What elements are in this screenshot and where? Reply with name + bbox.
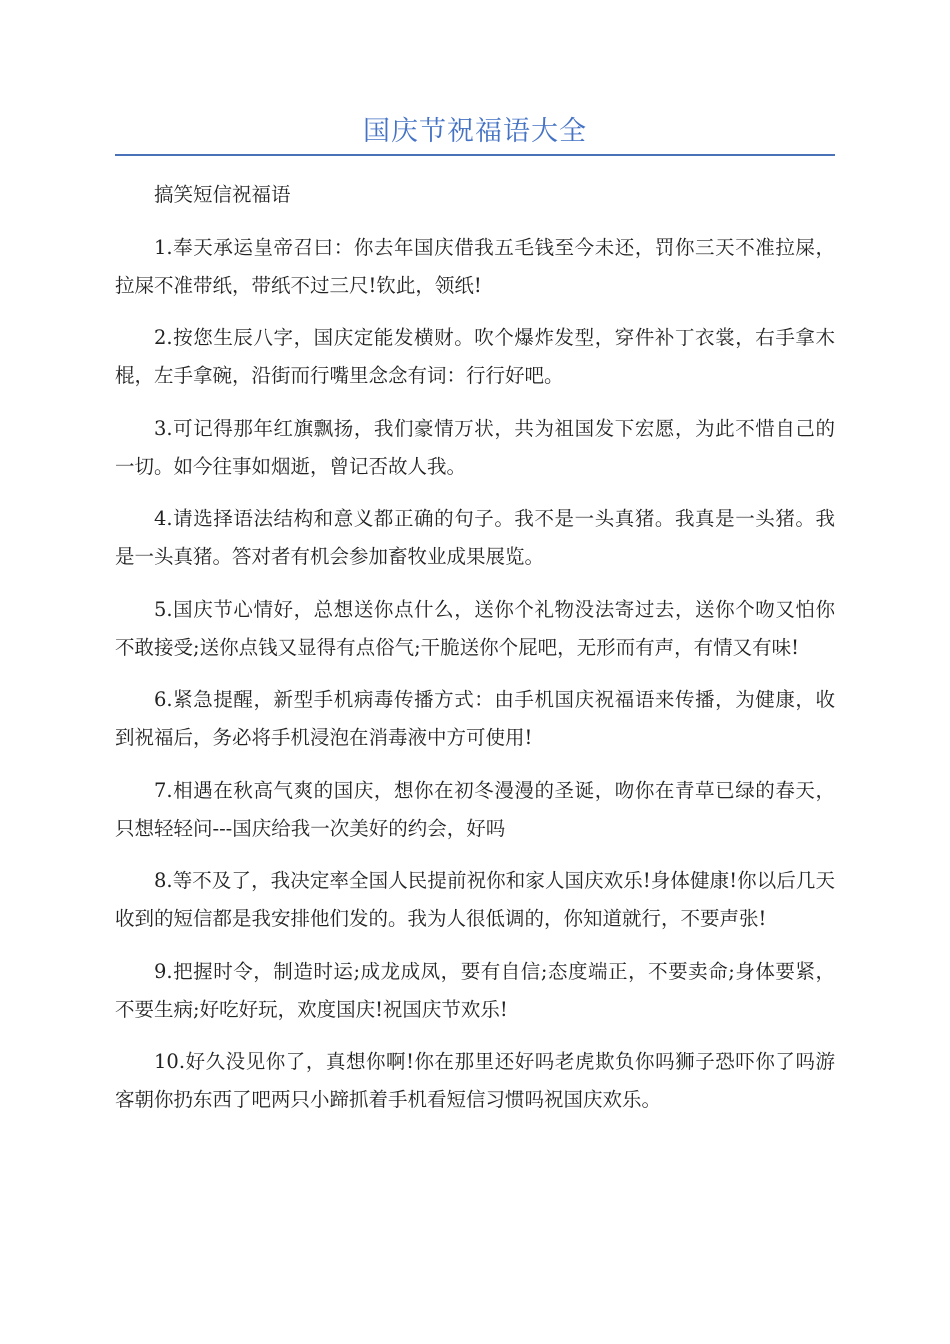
paragraph-7: 7.相遇在秋高气爽的国庆，想你在初冬漫漫的圣诞，吻你在青草已绿的春天，只想轻轻问---国庆给我一次美好的约会，好吗 xyxy=(115,778,835,840)
paragraph-5: 5.国庆节心情好，总想送你点什么，送你个礼物没法寄过去，送你个吻又怕你不敢接受;送你点钱又显得有点俗气;干脆送你个屁吧，无形而有声，有情又有味! xyxy=(115,597,835,659)
paragraph-1: 1.奉天承运皇帝召曰：你去年国庆借我五毛钱至今未还，罚你三天不准拉屎，拉屎不准带纸，带纸不过三尺!钦此，领纸! xyxy=(115,235,835,297)
paragraph-4: 4.请选择语法结构和意义都正确的句子。我不是一头真猪。我真是一头猪。我是一头真猪。答对者有机会参加畜牧业成果展览。 xyxy=(115,507,835,568)
paragraph-6: 6.紧急提醒，新型手机病毒传播方式：由手机国庆祝福语来传播，为健康，收到祝福后，务必将手机浸泡在消毒液中方可使用! xyxy=(115,688,835,749)
paragraph-8: 8.等不及了，我决定率全国人民提前祝你和家人国庆欢乐!身体健康!你以后几天收到的短信都是我安排他们发的。我为人很低调的，你知道就行，不要声张! xyxy=(115,869,835,930)
document-title: 国庆节祝福语大全 xyxy=(363,116,587,147)
paragraph-3: 3.可记得那年红旗飘扬，我们豪情万状，共为祖国发下宏愿，为此不惜自己的一切。如今往事如烟逝，曾记否故人我。 xyxy=(115,416,835,478)
document-body xyxy=(115,176,835,1134)
paragraph-2: 2.按您生辰八字，国庆定能发横财。吹个爆炸发型，穿件补丁衣裳，右手拿木棍，左手拿碗，沿街而行嘴里念念有词：行行好吧。 xyxy=(115,326,835,387)
paragraph-9: 9.把握时令，制造时运;成龙成凤，要有自信;态度端正，不要卖命;身体要紧，不要生病;好吃好玩，欢度国庆!祝国庆节欢乐! xyxy=(115,959,835,1021)
title-underline xyxy=(115,154,835,156)
paragraph-10: 10.好久没见你了，真想你啊!你在那里还好吗老虎欺负你吗狮子恐吓你了吗游客朝你扔东西了吧两只小蹄抓着手机看短信习惯吗祝国庆欢乐。 xyxy=(115,1050,835,1111)
section-subtitle: 搞笑短信祝福语 xyxy=(154,183,291,206)
